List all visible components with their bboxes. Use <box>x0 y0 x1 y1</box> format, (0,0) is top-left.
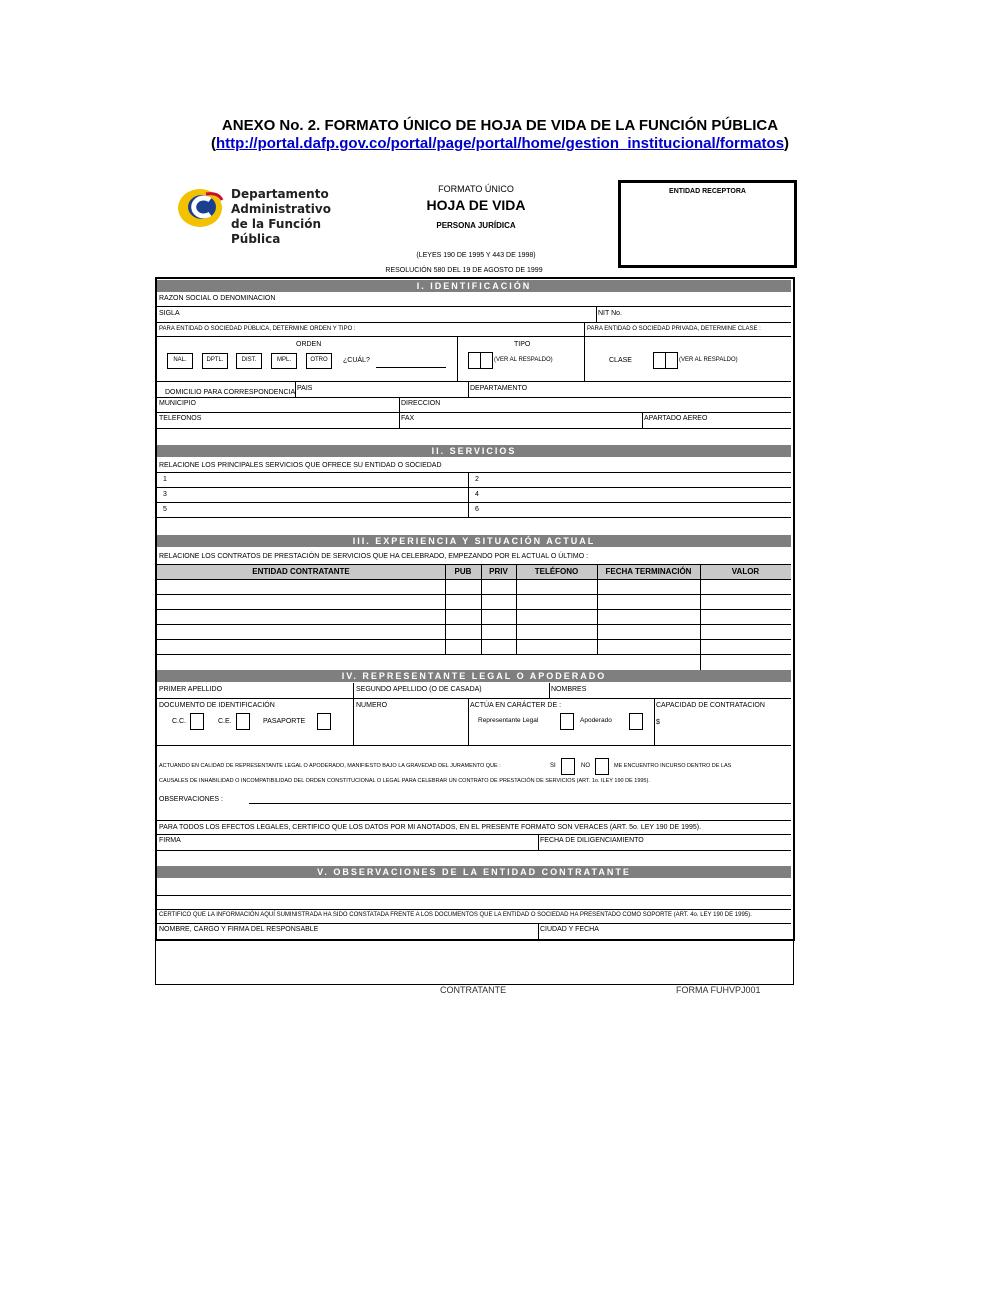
orden-mpl-checkbox[interactable]: MPL. <box>271 353 297 369</box>
departamento-label: DEPARTAMENTO <box>470 385 528 392</box>
primer-apellido-label: PRIMER APELLIDO <box>159 686 223 693</box>
link-paren-open: ( <box>210 135 216 152</box>
servicio-6[interactable]: 6 <box>475 506 479 513</box>
logo-text <box>231 187 331 247</box>
table-row[interactable] <box>157 594 791 595</box>
orden-label: ORDEN <box>296 341 322 348</box>
servicio-5[interactable]: 5 <box>163 506 167 513</box>
servicio-1[interactable]: 1 <box>163 476 167 483</box>
leyes-label: (LEYES 190 DE 1995 Y 443 DE 1998) <box>416 252 536 259</box>
apoderado-label: Apoderado <box>580 717 612 724</box>
dafp-logo-icon <box>176 184 228 230</box>
si-label: SI <box>550 763 556 769</box>
pais-label: PAIS <box>297 385 313 392</box>
orden-dptl-checkbox[interactable]: DPTL. <box>202 353 228 369</box>
observaciones-label: OBSERVACIONES : <box>159 796 223 803</box>
entidad-receptora-label: ENTIDAD RECEPTORA <box>669 188 746 195</box>
cc-checkbox[interactable] <box>190 713 204 730</box>
servicios-instruccion: RELACIONE LOS PRINCIPALES SERVICIOS QUE OFRECE SU ENTIDAD O SOCIEDAD <box>159 462 442 469</box>
signature-area[interactable] <box>155 939 794 985</box>
servicio-3[interactable]: 3 <box>163 491 167 498</box>
actua-label: ACTÚA EN CARÁCTER DE : <box>470 702 562 709</box>
pasaporte-label: PASAPORTE <box>263 718 306 725</box>
table-row[interactable] <box>157 639 791 640</box>
firma-label: FIRMA <box>159 837 181 844</box>
entidad-privada-label: PARA ENTIDAD O SOCIEDAD PRIVADA, DETERMINE CLASE : <box>587 326 761 332</box>
section-observaciones-header: V. OBSERVACIONES DE LA ENTIDAD CONTRATANTE <box>157 866 791 878</box>
tipo-label: TIPO <box>514 341 531 348</box>
table-row[interactable] <box>157 654 700 655</box>
clase-respaldo-note: (VER AL RESPALDO) <box>679 357 738 363</box>
nit-label: NIT No. <box>598 310 622 317</box>
document-title: ANEXO No. 2. FORMATO ÚNICO DE HOJA DE VIDA DE LA FUNCIÓN PÚBLICA <box>221 117 779 134</box>
experiencia-instruccion: RELACIONE LOS CONTRATOS DE PRESTACIÓN DE SERVICIOS QUE HA CELEBRADO, EMPEZANDO POR EL ACTUAL O ÚLTIMO : <box>159 553 589 560</box>
clase-label: CLASE <box>609 357 632 364</box>
si-checkbox[interactable] <box>561 758 575 775</box>
logo-line-3: de la Función <box>231 217 321 231</box>
documento-label: DOCUMENTO DE IDENTIFICACIÓN <box>159 702 275 709</box>
section-identificacion-header: I. IDENTIFICACIÓN <box>157 280 791 292</box>
cual-label: ¿CUÁL? <box>343 357 370 364</box>
table-row[interactable] <box>157 624 791 625</box>
logo-line-4: Pública <box>231 232 281 246</box>
footer-contratante: CONTRATANTE <box>440 985 507 995</box>
juramento-text-c: CAUSALES DE INHABILIDAD O INCOMPATIBILIDAD DEL ORDEN CONSTITUCIONAL O LEGAL PARA CELEBRAR UN CONTRATO DE PRESTACIÓN DE SERVICIOS (ART. 1o. ILEY 190 DE 1995). <box>159 778 650 784</box>
servicio-4[interactable]: 4 <box>475 491 479 498</box>
formato-unico-label: FORMATO ÚNICO <box>438 184 514 194</box>
fax-label: FAX <box>401 415 415 422</box>
capacidad-moneda: $ <box>656 719 660 726</box>
section-experiencia-header: III. EXPERIENCIA Y SITUACIÓN ACTUAL <box>157 535 791 547</box>
juramento-text-b: ME ENCUENTRO INCURSO DENTRO DE LAS <box>614 763 732 769</box>
sigla-label: SIGLA <box>159 310 180 317</box>
numero-label: NUMERO <box>356 702 388 709</box>
col-pub: PUB <box>454 567 472 576</box>
col-fecha-terminacion: FECHA TERMINACIÓN <box>605 567 692 576</box>
orden-nal-checkbox[interactable]: NAL. <box>167 353 193 369</box>
direccion-label: DIRECCION <box>401 400 441 407</box>
col-priv: PRIV <box>489 567 508 576</box>
representante-label: Representante Legal <box>478 717 539 724</box>
col-entidad-contratante: ENTIDAD CONTRATANTE <box>252 567 350 576</box>
tipo-respaldo-note: (VER AL RESPALDO) <box>494 357 553 363</box>
col-telefono: TELÉFONO <box>534 567 579 576</box>
servicio-2[interactable]: 2 <box>475 476 479 483</box>
formats-link[interactable]: http://portal.dafp.gov.co/portal/page/portal/home/gestion_institucional/formatos <box>215 135 785 152</box>
no-label: NO <box>581 763 590 769</box>
ce-label: C.E. <box>218 718 232 725</box>
capacidad-label: CAPACIDAD DE CONTRATACION <box>656 702 765 709</box>
table-row[interactable] <box>157 609 791 610</box>
nombres-label: NOMBRES <box>551 686 587 693</box>
juramento-text-a: ACTUANDO EN CALIDAD DE REPRESENTANTE LEGAL O APODERADO, MANIFIESTO BAJO LA GRAVEDAD DEL JURAMENTO QUE : <box>159 763 501 769</box>
hoja-de-vida-label: HOJA DE VIDA <box>426 197 526 213</box>
certifico-label: PARA TODOS LOS EFECTOS LEGALES, CERTIFICO QUE LOS DATOS POR MI ANOTADOS, EN EL PRESENTE FORMATO SON VERACES (ART. 5o. LEY 190 DE 1995). <box>159 824 702 831</box>
observaciones-line[interactable] <box>249 803 791 804</box>
segundo-apellido-label: SEGUNDO APELLIDO (O DE CASADA) <box>356 686 482 693</box>
orden-otro-checkbox[interactable]: OTRO <box>306 353 332 369</box>
section-servicios-header: II. SERVICIOS <box>157 445 791 457</box>
pasaporte-checkbox[interactable] <box>317 713 331 730</box>
razon-social-label: RAZON SOCIAL O DENOMINACION <box>159 295 276 302</box>
telefonos-label: TELEFONOS <box>159 415 202 422</box>
apoderado-checkbox[interactable] <box>629 713 643 730</box>
logo-line-2: Administrativo <box>231 202 331 216</box>
entidad-publica-label: PARA ENTIDAD O SOCIEDAD PÚBLICA, DETERMINE ORDEN Y TIPO : <box>159 326 356 332</box>
col-valor: VALOR <box>731 567 760 576</box>
municipio-label: MUNICIPIO <box>159 400 196 407</box>
no-checkbox[interactable] <box>595 758 609 775</box>
domicilio-label: DOMICILIO PARA CORRESPONDENCIA <box>165 389 296 396</box>
entidad-receptora-box[interactable] <box>618 180 797 268</box>
nombre-cargo-label: NOMBRE, CARGO Y FIRMA DEL RESPONSABLE <box>159 926 319 933</box>
cc-label: C.C. <box>172 718 186 725</box>
ciudad-fecha-label: CIUDAD Y FECHA <box>540 926 599 933</box>
resolucion-label: RESOLUCIÓN 580 DEL 19 DE AGOSTO DE 1999 <box>385 267 543 274</box>
representante-checkbox[interactable] <box>560 713 574 730</box>
persona-juridica-label: PERSONA JURÍDICA <box>436 221 516 230</box>
certifico-entidad-label: CERTIFICO QUE LA INFORMACIÓN AQUÍ SUMINISTRADA HA SIDO CONSTATADA FRENTE A LOS DOCUMENTOS QUE LA ENTIDAD O SOCIEDAD HA PRESENTADO COMO SOPORTE (ART. 4o. LEY 190 DE 1995). <box>159 912 752 918</box>
link-paren-close: ) <box>784 135 790 152</box>
section-representante-header: IV. REPRESENTANTE LEGAL O APODERADO <box>157 670 791 682</box>
logo-line-1: Departamento <box>231 187 329 201</box>
formats-link-line <box>0 135 1000 153</box>
apartado-label: APARTADO AEREO <box>644 415 708 422</box>
ce-checkbox[interactable] <box>236 713 250 730</box>
fecha-label: FECHA DE DILIGENCIAMIENTO <box>540 837 644 844</box>
orden-dist-checkbox[interactable]: DIST. <box>236 353 262 369</box>
footer-forma: FORMA FUHVPJ001 <box>676 985 761 995</box>
cual-input-line[interactable] <box>376 367 446 368</box>
